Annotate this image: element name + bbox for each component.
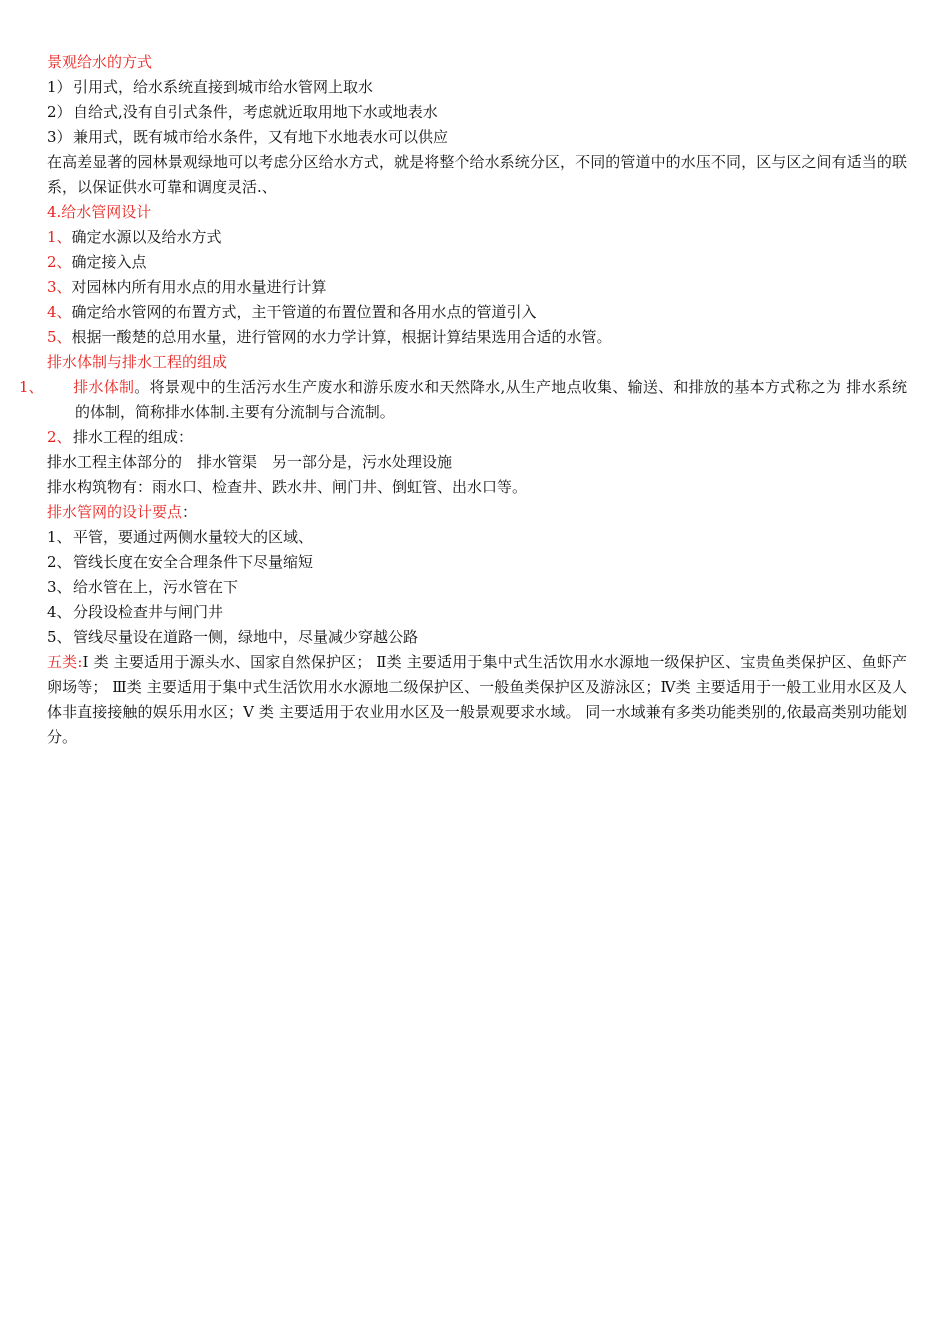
list-item-text: 。将景观中的生活污水生产废水和游乐废水和天然降水,从生产地点收集、输送、和排放的基本方式称之为 排水系统的体制，简称排水体制.主要有分流制与合流制。	[75, 378, 907, 421]
drainage-system-term: 排水体制	[73, 378, 135, 396]
list-item	[47, 550, 907, 575]
drainage-structures-line: 排水构筑物有：雨水口、检查井、跌水井、闸门井、倒虹管、出水口等。	[47, 478, 528, 496]
list-item-number: 1、	[47, 528, 72, 546]
list-item-number: 1、	[47, 228, 72, 246]
list-item-number: 2、	[47, 428, 72, 446]
list-item	[47, 225, 907, 250]
list-item-number: 4、	[47, 303, 72, 321]
five-classes-label: 五类:	[47, 653, 83, 671]
list-item-number: 2、	[47, 553, 72, 571]
list-item	[47, 625, 907, 650]
list-item-text: 给水管在上，污水管在下	[73, 578, 239, 596]
list-item-number: 2）	[47, 103, 72, 121]
list-item-number: 3、	[47, 578, 72, 596]
section-heading-text: 排水管网的设计要点	[47, 503, 183, 521]
document-page	[19, 50, 907, 750]
five-classes-text: Ⅰ 类 主要适用于源头水、国家自然保护区； Ⅱ类 主要适用于集中式生活饮用水水源地一级保护区、宝贵鱼类保护区、鱼虾产卵场等； Ⅲ类 主要适用于集中式生活饮用水水源地二级保护区、一般鱼类保护区及游泳区；Ⅳ类 主要适用于一般工业用水区及人体非直接接触的娱乐用水区；Ⅴ 类 主要适用于农业用水区及一般景观要求水域。 同一水域兼有多类功能类别的,依最高类别功能划分。	[47, 653, 907, 746]
section-heading-pipe-network-design: 4.给水管网设计	[47, 203, 152, 221]
section-heading-suffix: ：	[182, 503, 198, 521]
list-item	[47, 525, 907, 550]
list-item-text: 引用式，给水系统直接到城市给水管网上取水	[73, 78, 374, 96]
list-item-text: 对园林内所有用水点的用水量进行计算	[71, 278, 327, 296]
list-item-text: 确定给水管网的布置方式，主干管道的布置位置和各用水点的管道引入	[71, 303, 537, 321]
list-item-text: 根据一酸楚的总用水量，进行管网的水力学计算，根据计算结果选用合适的水管。	[71, 328, 612, 346]
list-item	[47, 325, 907, 350]
list-item-text: 确定水源以及给水方式	[71, 228, 222, 246]
list-item	[47, 425, 907, 450]
list-item	[47, 300, 907, 325]
list-item-text: 管线尽量设在道路一侧，绿地中，尽量减少穿越公路	[73, 628, 419, 646]
list-item	[47, 125, 907, 150]
list-item-text: 管线长度在安全合理条件下尽量缩短	[73, 553, 314, 571]
section-heading-drainage-design-points	[47, 500, 907, 525]
list-item-text: 确定接入点	[71, 253, 147, 271]
list-item-number: 3）	[47, 128, 72, 146]
zoned-supply-paragraph: 在高差显著的园林景观绿地可以考虑分区给水方式，就是将整个给水系统分区，不同的管道中的水压不同，区与区之间有适当的联系，以保证供水可靠和调度灵活.、	[47, 153, 907, 196]
list-item	[47, 600, 907, 625]
list-item	[19, 375, 907, 425]
list-item-number: 5、	[47, 628, 72, 646]
list-item-text: 自给式,没有自引式条件，考虑就近取用地下水或地表水	[73, 103, 438, 121]
list-item-text: 排水工程的组成：	[73, 428, 194, 446]
list-item	[47, 75, 907, 100]
list-item	[47, 575, 907, 600]
list-item-text: 平管，要通过两侧水量较大的区域、	[73, 528, 314, 546]
list-item-number: 1）	[47, 78, 72, 96]
water-quality-classes-paragraph	[47, 650, 907, 750]
list-item-text: 兼用式，既有城市给水条件，又有地下水地表水可以供应	[73, 128, 449, 146]
list-item-number: 2、	[47, 253, 72, 271]
list-item-number: 1、	[19, 378, 44, 396]
list-item	[47, 250, 907, 275]
section-heading-water-supply-methods: 景观给水的方式	[47, 53, 153, 71]
list-item	[47, 100, 907, 125]
list-item-number: 5、	[47, 328, 72, 346]
list-item-number: 3、	[47, 278, 72, 296]
section-heading-drainage-system: 排水体制与排水工程的组成	[47, 353, 228, 371]
list-item-number: 4、	[47, 603, 72, 621]
list-item-text: 分段设检查井与闸门井	[73, 603, 224, 621]
drainage-main-parts-line: 排水工程主体部分的 排水管渠 另一部分是，污水处理设施	[47, 453, 453, 471]
list-item	[47, 275, 907, 300]
